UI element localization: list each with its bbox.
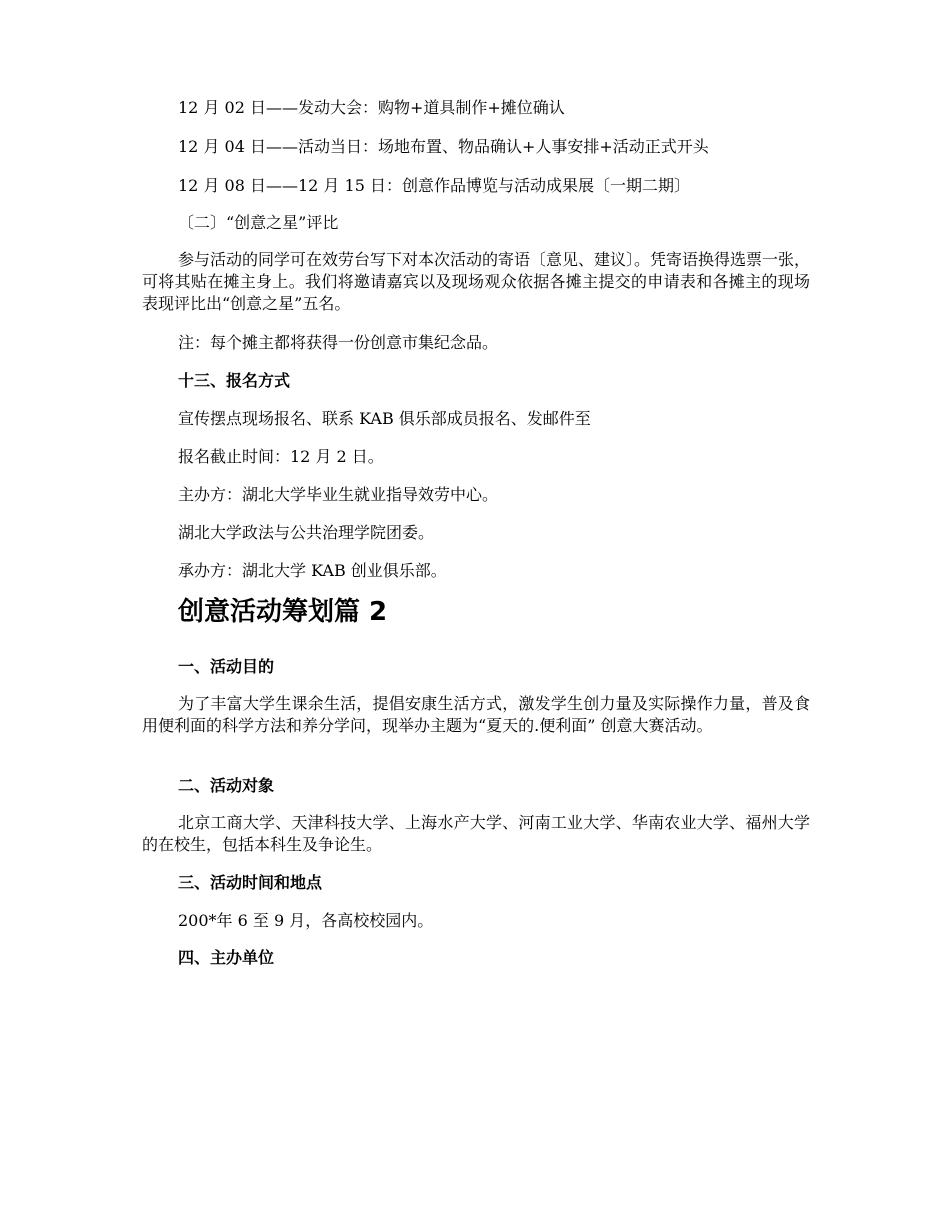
paragraph-star-voting: 参与活动的同学可在效劳台写下对本次活动的寄语〔意见、建议〕。凭寄语换得选票一张，可将其贴在摊主身上。我们将邀请嘉宾以及现场观众依据各摊主提交的申请表和各摊主的现场表现评比出“创意之星”五名。 <box>142 250 811 313</box>
schedule-line-3: 12 月 08 日——12 月 15 日：创意作品博览与活动成果展〔一期二期〕 <box>178 176 690 195</box>
signup-deadline: 报名截止时间：12 月 2 日。 <box>178 447 384 466</box>
paragraph-participants: 北京工商大学、天津科技大学、上海水产大学、河南工业大学、华南农业大学、福州大学的在校生，包括本科生及争论生。 <box>142 813 810 854</box>
section-heading-3: 三、活动时间和地点 <box>178 873 323 892</box>
paragraph-purpose: 为了丰富大学生课余生活，提倡安康生活方式，激发学生创力量及实际操作力量，普及食用便利面的科学方法和养分学问，现举办主题为“夏天的.便利面” 创意大赛活动。 <box>142 694 810 735</box>
section-heading-1: 一、活动目的 <box>178 657 275 676</box>
chapter-title: 创意活动筹划篇 2 <box>178 597 388 627</box>
organizer-text: 主办方：湖北大学毕业生就业指导效劳中心。 <box>178 485 499 504</box>
section-heading-4: 四、主办单位 <box>178 948 275 967</box>
section-heading-13: 十三、报名方式 <box>178 371 291 390</box>
note-text: 注：每个摊主都将获得一份创意市集纪念品。 <box>178 333 499 352</box>
signup-method: 宣传摆点现场报名、联系 KAB 俱乐部成员报名、发邮件至 <box>178 409 591 428</box>
paragraph-time-place: 200*年 6 至 9 月，各高校校园内。 <box>178 911 434 930</box>
schedule-line-2: 12 月 04 日——活动当日：场地布置、物品确认+人事安排+活动正式开头 <box>178 137 709 156</box>
schedule-line-1: 12 月 02 日——发动大会：购物+道具制作+摊位确认 <box>178 98 565 117</box>
co-organizer-text: 承办方：湖北大学 KAB 创业俱乐部。 <box>178 561 447 580</box>
subsection-heading: 〔二〕“创意之星”评比 <box>178 213 339 232</box>
organizer-text-2: 湖北大学政法与公共治理学院团委。 <box>178 523 435 542</box>
section-heading-2: 二、活动对象 <box>178 776 275 795</box>
